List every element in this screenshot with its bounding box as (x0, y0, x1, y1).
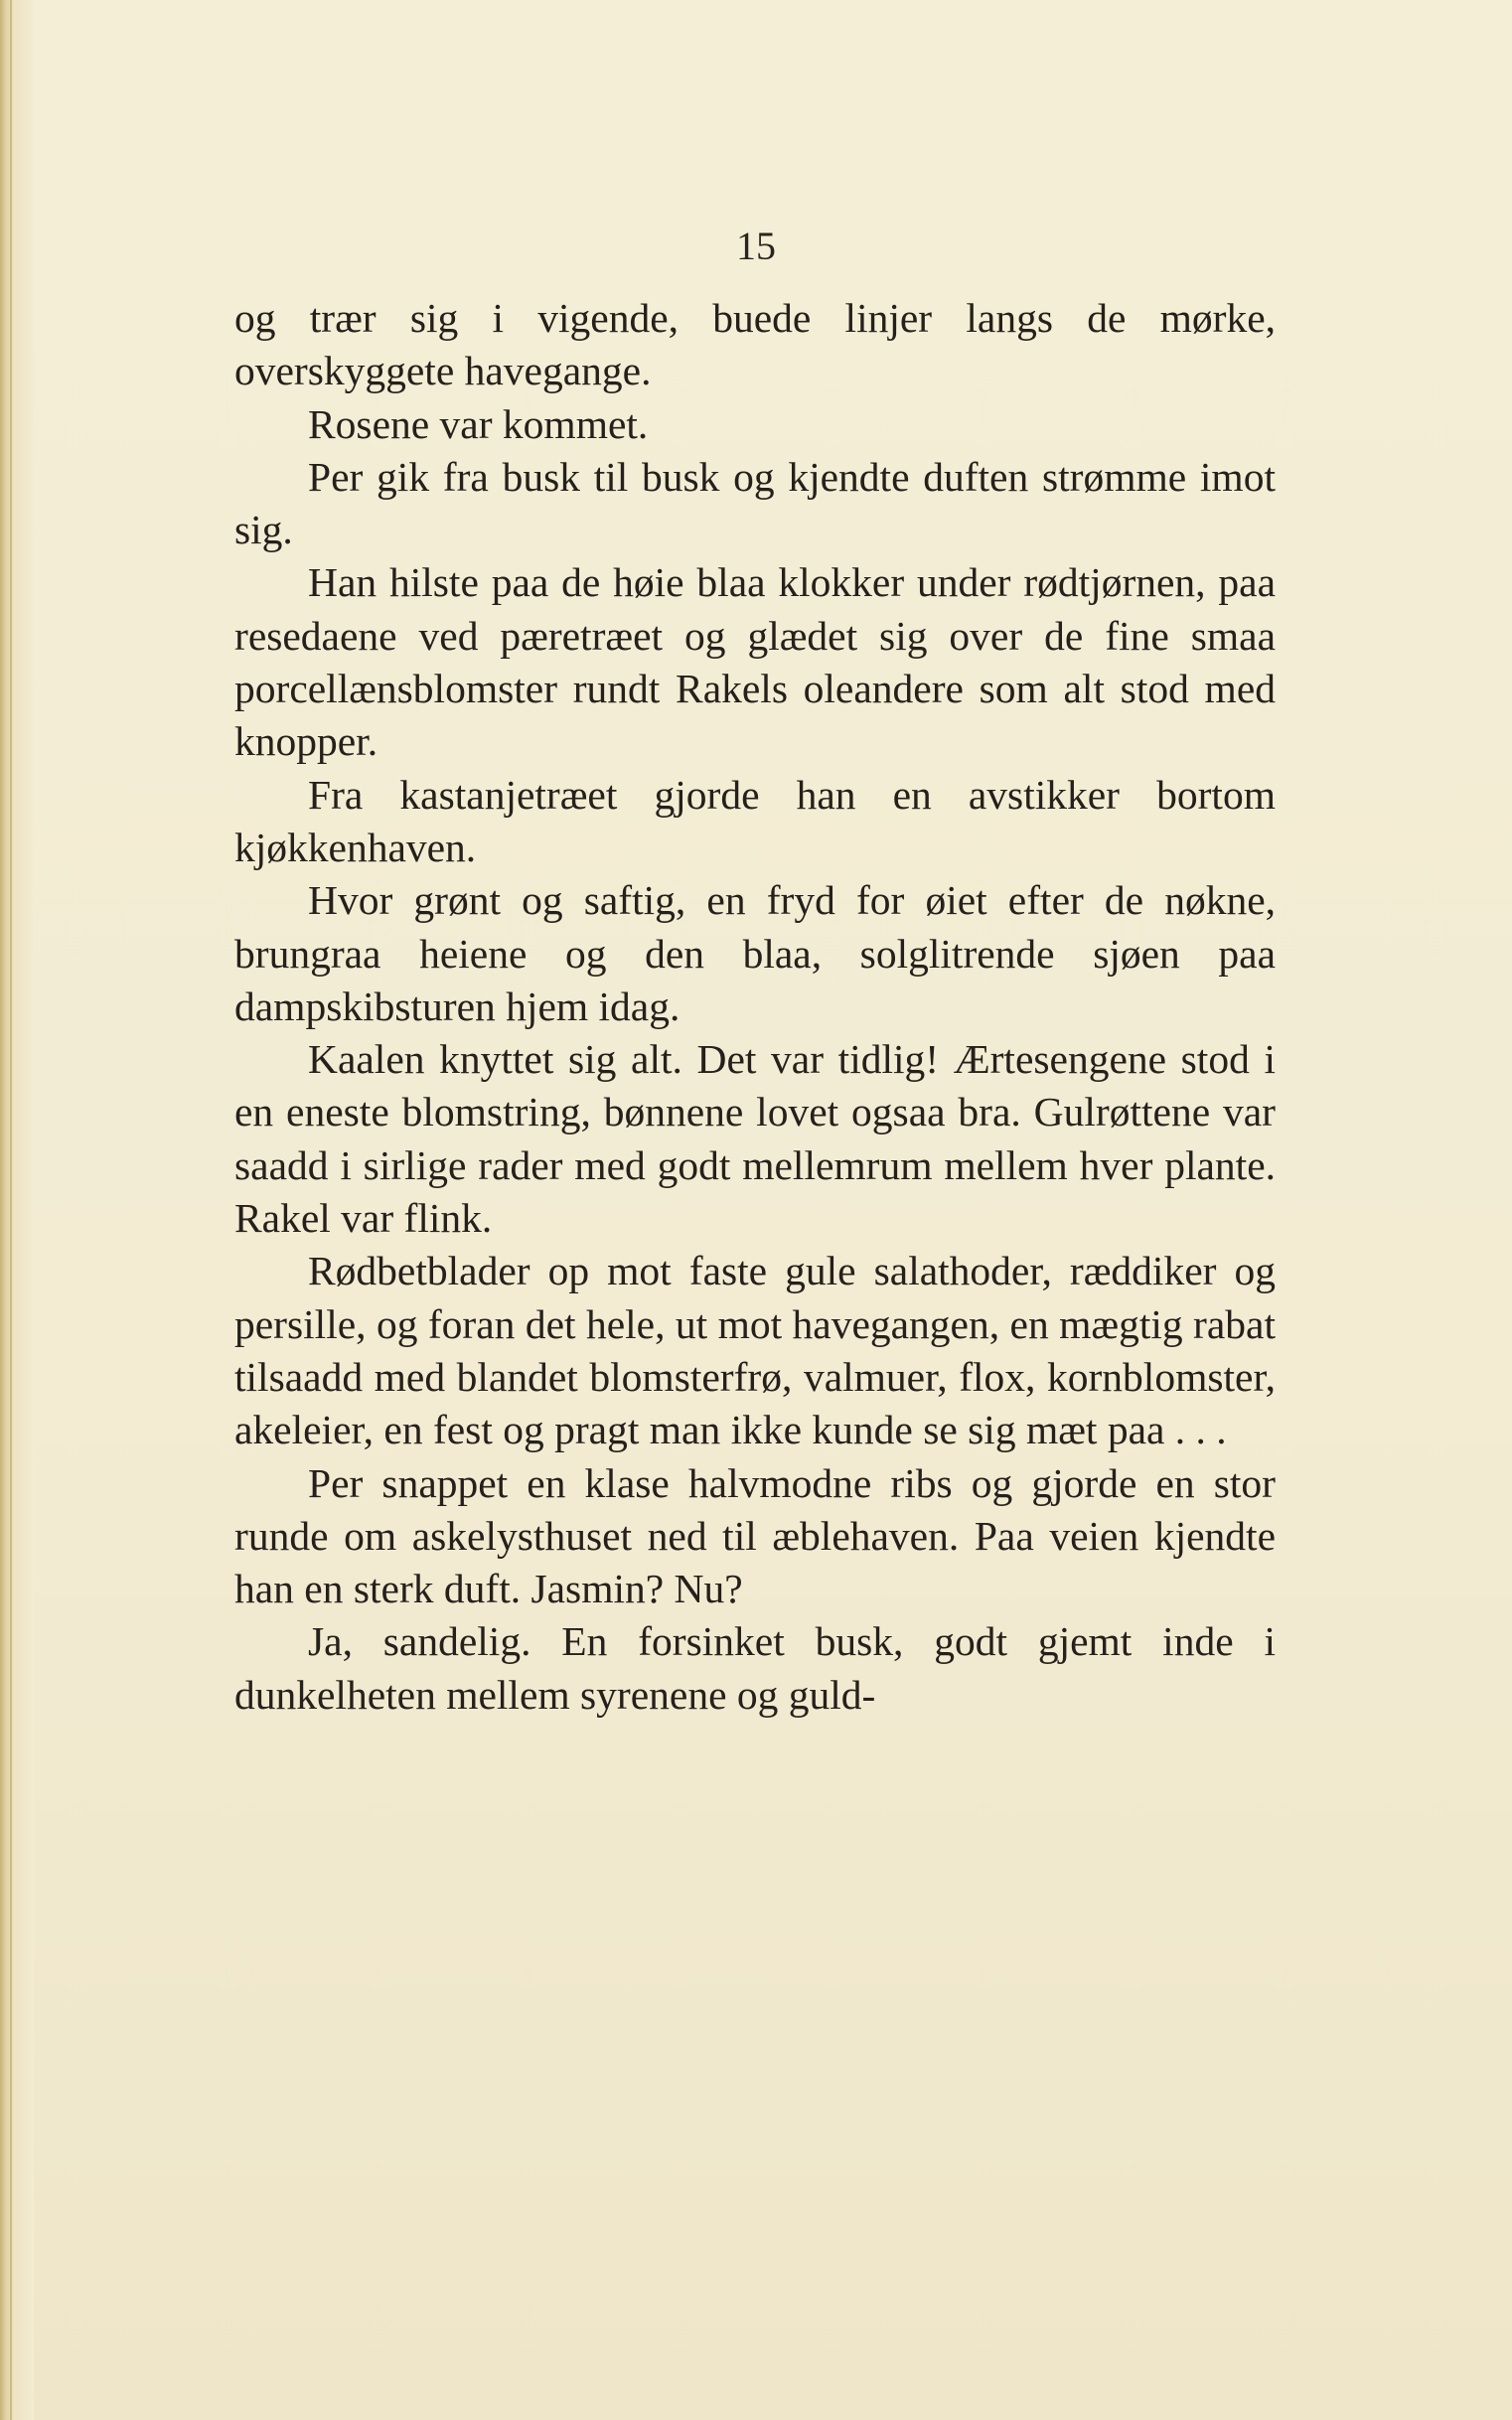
paragraph: Rosene var kommet. (308, 400, 649, 447)
paragraph: Rødbetblader op mot faste gule salathoder, ræddiker og persille, og foran det hele, ut mot havegangen, en mægtig rabat tilsaadd med blandet blomsterfrø, valmuer, flox, kornblomster, akeleier, en fest og pragt man ikke kunde se sig mæt paa . . . (234, 1248, 1276, 1453)
body-text (234, 292, 1276, 1722)
binding-line (10, 0, 12, 2420)
paragraph: Hvor grønt og saftig, en fryd for øiet efter de nøkne, brungraa heiene og den blaa, solglitrende sjøen paa dampskibsturen hjem idag. (234, 877, 1276, 1029)
paragraph: Han hilste paa de høie blaa klokker under rødtjørnen, paa resedaene ved pæretræet og glædet sig over de fine smaa porcellænsblomster rundt Rakels oleandere som alt stod med knopper. (234, 559, 1276, 765)
binding-edge (0, 0, 34, 2420)
paragraph: Per gik fra busk til busk og kjendte duften strømme imot sig. (234, 453, 1276, 553)
paragraph: Kaalen knyttet sig alt. Det var tidlig! Ærtesengene stod i en eneste blomstring, bønnene lovet ogsaa bra. Gulrøttene var saadd i sirlige rader med godt mellemrum mellem hver plante. Rakel var flink. (234, 1036, 1276, 1242)
paragraph: Ja, sandelig. En forsinket busk, godt gjemt inde i dunkelheten mellem syrenene og guld- (234, 1618, 1276, 1718)
paragraph: Per snappet en klase halvmodne ribs og gjorde en stor runde om askelysthuset ned til æblehaven. Paa veien kjendte han en sterk duft. Jasmin? Nu? (234, 1459, 1276, 1612)
paragraph: og trær sig i vigende, buede linjer langs de mørke, overskyggete havegange. (234, 295, 1276, 394)
paragraph: Fra kastanjetræet gjorde han en avstikker bortom kjøkkenhaven. (234, 771, 1276, 870)
page-number: 15 (736, 224, 776, 268)
